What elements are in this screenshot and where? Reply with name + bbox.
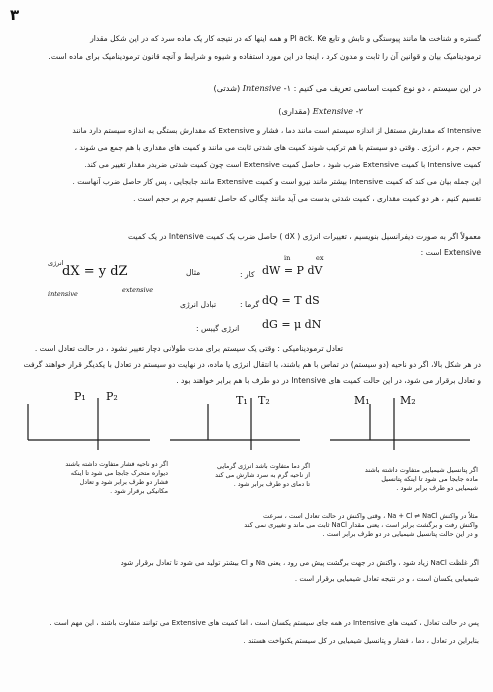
chem-label: انرژی گیبس :: [196, 324, 240, 333]
label-t1: T₁: [236, 394, 248, 407]
para1-last-suffix: Extensive است :: [420, 248, 481, 257]
intro-line-2: ترمودینامیک بیان و قوانین آن را ثابت و مدون کرد ، اینجا در این مورد استفاده و شیوه و شرایط و آنچه قانون ترمودینامیک برای ماده است.: [48, 52, 481, 61]
label-p2: P₂: [106, 390, 118, 403]
heat-equation: dQ = T dS: [262, 294, 320, 307]
work-sup-in: in: [284, 254, 291, 262]
h2-term: Extensive: [312, 106, 354, 116]
para1-last-line: معمولاً اگر به صورت دیفرانسیل بنویسیم ، تغییرات انرژی ( dX ) حاصل ضرب یک کمیت Intensive در یک کمیت: [127, 232, 481, 241]
work-equation: dW = P dV: [262, 264, 323, 277]
note-p-line: مکانیکی برقرار شود .: [110, 487, 168, 495]
reaction-line: مثلاً در واکنش Na + Cl ⇌ NaCl ، وقتی واکنش در حالت تعادل است ، سرعت: [262, 512, 478, 520]
extensive-underlabel: extensive: [122, 286, 154, 294]
note-t-line: از ناحیه گرم به سرد شارش می کند: [215, 471, 310, 479]
equilibrium-line-1: در هر شکل بالا، اگر دو ناحیه (دو سیستم) در تماس با هم باشند، با انتقال انرژی یا ماده، در نهایت دو سیستم در تعادل با یکدیگر قرار خواهند گرفت: [23, 360, 481, 369]
h2-note: (مقداری): [278, 106, 311, 116]
para1-line: کمیت Intensive با کمیت Extensive ضرب شود ، حاصل کمیت Extensive است چون کمیت شدتی ضربدر مقدار تغییر می کند.: [84, 160, 481, 169]
note-temperature: [170, 462, 310, 489]
para1-line: Intensive که مقدارش مستقل از اندازه سیستم است مانند دما ، فشار و Extensive که مقدارش بستگی به اندازه سیستم دارد مانند: [72, 126, 481, 135]
reaction-line-long: اگر غلظت NaCl زیاد شود ، واکنش در جهت برگشت پیش می رود ، یعنی Na و Cl بیشتر تولید می شود تا تعادل برقرار شود: [120, 559, 479, 567]
note-chemical: [300, 466, 478, 493]
note-m-line: شیمیایی دو طرف برابر شود .: [396, 484, 478, 492]
note-p-line: اگر دو ناحیه فشار متفاوت داشته باشند: [65, 460, 168, 468]
heat-label: گرما :: [240, 300, 260, 309]
closing-line-2: بنابراین در تعادل ، دما ، فشار و پتانسیل شیمیایی در کل سیستم یکنواخت هستند .: [243, 637, 479, 645]
page-number: ۳: [10, 6, 20, 24]
h2-prefix: ۲-: [355, 106, 363, 116]
label-m1: M₁: [354, 394, 370, 407]
note-m-line: ماده جابجا می شود تا اینکه پتانسیل: [381, 475, 478, 483]
equilibrium-line-2: و تعادل برقرار می شود، در این حالت کمیت های Intensive در دو طرف با هم برابر خواهند بود .: [176, 376, 481, 385]
note-pressure: [18, 460, 168, 496]
reaction-notes: [244, 512, 478, 539]
note-m-line: اگر پتانسیل شیمیایی متفاوت داشته باشند: [364, 466, 478, 474]
label-m2: M₂: [400, 394, 416, 407]
work-sup-ex: ex: [316, 254, 324, 262]
energy-label: انرژی: [48, 259, 64, 267]
equilibrium-heading: تعادل ترمودینامیکی : وقتی یک سیستم برای مدت طولانی دچار تغییر نشود ، در حالت تعادل است .: [34, 344, 343, 353]
h1-term: Intensive: [242, 83, 281, 93]
chem-equation: dG = μ dN: [262, 318, 322, 331]
note-t-line: اگر دما متفاوت باشد انرژی گرمایی: [217, 462, 310, 470]
para1-line: این جمله بیان می کند که کمیت Intensive بیشتر مانند نیرو است و کمیت Extensive مانند جابجایی ، پس کار حاصل ضرب آنهاست .: [72, 177, 481, 186]
work-label: کار :: [240, 270, 255, 279]
para1-line: حجم ، جرم ، انرژی . وقتی دو سیستم با هم ترکیب شوند کمیت های شدتی ثابت می مانند و کمیت های مقداری با هم جمع می شوند ،: [74, 143, 481, 152]
note-p-line: فشار دو طرف برابر شود و تعادل: [79, 478, 168, 486]
heat-side-label: تبادل انرژی: [180, 300, 217, 309]
reaction-line-last: شیمیایی یکسان است ، و در نتیجه تعادل شیمیایی برقرار است .: [294, 575, 479, 583]
label-t2: T₂: [258, 394, 270, 407]
para1-line: تقسیم کنیم ، هر دو کمیت مقداری ، کمیت شدتی بدست می آید مانند چگالی که حاصل تقسیم جرم بر حجم است .: [133, 194, 481, 203]
label-p1: P₁: [74, 390, 86, 403]
intensive-underlabel: intensive: [48, 290, 78, 298]
reaction-line: و در این حالت پتانسیل شیمیایی در دو طرف برابر است .: [322, 530, 478, 538]
note-p-line: دیواره متحرک جابجا می شود تا اینکه: [70, 469, 168, 477]
example-label: مثال: [186, 268, 201, 277]
h1-prefix: در این سیستم ، دو نوع کمیت اساسی تعریف می کنیم : ۱-: [283, 83, 481, 93]
closing-line-1: پس در حالت تعادل ، کمیت های Intensive در همه جای سیستم یکسان است ، اما کمیت های Extensive می توانند متفاوت باشند ، این مهم است .: [49, 619, 479, 627]
intro-line-1: گستره و شناخت ها مانند پیوستگی و تابش و تابع Pl ack. Ke و همه اینها که در نتیجه کار یک ماده سرد که در این شکل مقدار: [90, 34, 481, 43]
h1-note: (شدتی): [213, 83, 241, 93]
main-equation: dX = y dZ: [62, 264, 128, 279]
reaction-line: واکنش رفت و برگشت برابر است ، یعنی مقدار NaCl ثابت می ماند و تغییری نمی کند: [244, 521, 478, 529]
note-t-line: تا دمای دو طرف برابر شود .: [233, 480, 310, 488]
